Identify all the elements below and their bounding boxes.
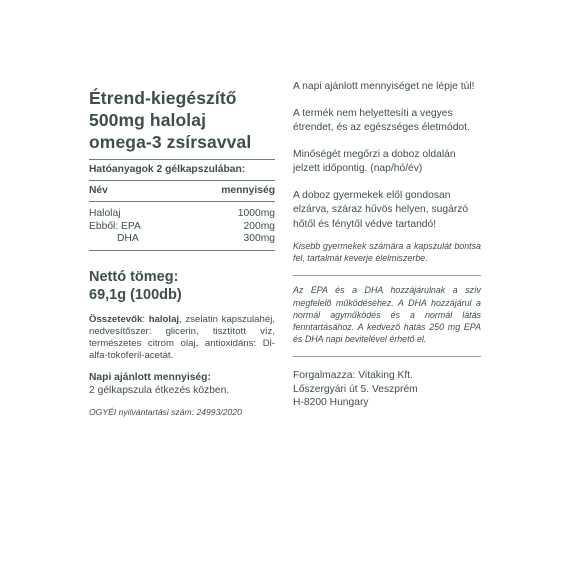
ingredients-paragraph <box>89 314 275 363</box>
title-line: 500mg halolaj <box>89 110 207 130</box>
best-before-note: Minőségét megőrzi a doboz oldalán jelzett időpontig. (nap/hó/év) <box>293 148 456 174</box>
dose-text: 2 gélkapszula étkezés közben. <box>89 385 230 397</box>
right-column <box>293 80 481 410</box>
title-line: omega-3 zsírsavval <box>89 132 252 152</box>
column-amount-header: mennyiség <box>221 185 275 196</box>
address-line: Forgalmazza: Vitaking Kft. <box>293 370 413 382</box>
children-note: Kisebb gyermekek számára a kapszulát bontsa fel, tartalmát keverje élelmiszerbe. <box>293 241 481 264</box>
address-line: H-8200 Hungary <box>293 397 369 409</box>
row-amount: 200mg <box>243 220 275 232</box>
table-body <box>89 202 275 250</box>
row-name: Halolaj <box>89 208 121 219</box>
ingredients-main: halolaj <box>148 313 180 325</box>
column-name-header: Név <box>89 185 108 196</box>
distributor-address <box>293 369 481 410</box>
divider <box>293 356 481 357</box>
left-column <box>89 87 275 418</box>
ingredients-separator: : <box>142 313 149 325</box>
table-column-headers <box>89 181 275 202</box>
address-line: Lőszergyári út 5. Veszprém <box>293 383 418 395</box>
ingredients-label: Összetevők <box>89 313 143 325</box>
net-weight-value: 69,1g (100db) <box>89 286 182 303</box>
row-amount: 300mg <box>243 233 275 244</box>
row-name: DHA <box>117 233 139 244</box>
divider <box>293 275 481 276</box>
title-line: Étrend-kiegészítő <box>89 88 237 108</box>
active-ingredients-table <box>89 159 275 251</box>
dose-label: Napi ajánlott mennyiség: <box>89 372 211 384</box>
warning-diet: A termék nem helyettesíti a vegyes étrendet, és az egészséges életmódot. <box>293 107 470 133</box>
row-amount: 1000mg <box>237 208 275 219</box>
table-row <box>89 208 275 221</box>
table-row <box>89 233 275 246</box>
row-name: Ebből: EPA <box>89 220 141 232</box>
product-title <box>89 87 275 153</box>
ingredients-rest: , zselatin kapszulahéj, nedvesítőszer: glicerin, tisztított víz, természetes citrom olaj, antioxidáns: Dl-alfa-tokoferil-acetát. <box>89 313 275 362</box>
warning-dose: A napi ajánlott mennyiséget ne lépje túl! <box>293 81 475 92</box>
net-weight <box>89 268 275 304</box>
registration-number: OGYÉI nyilvántartási szám: 24993/2020 <box>89 407 242 418</box>
net-weight-label: Nettó tömeg: <box>89 268 179 285</box>
table-row <box>89 221 275 234</box>
health-claim: Az EPA és a DHA hozzájárulnak a szív megfelelő működéséhez. A DHA hozzájárul a normál agyműködés és a normál látás fenntartásához. A kedvező hatás 250 mg EPA és DHA napi bevitelével érhető el. <box>293 285 481 345</box>
table-heading: Hatóanyagok 2 gélkapszulában: <box>89 160 275 181</box>
storage-note: A doboz gyermekek elől gondosan elzárva, száraz hűvös helyen, sugárzó hőtől és fénytől védve tartandó! <box>293 189 469 230</box>
